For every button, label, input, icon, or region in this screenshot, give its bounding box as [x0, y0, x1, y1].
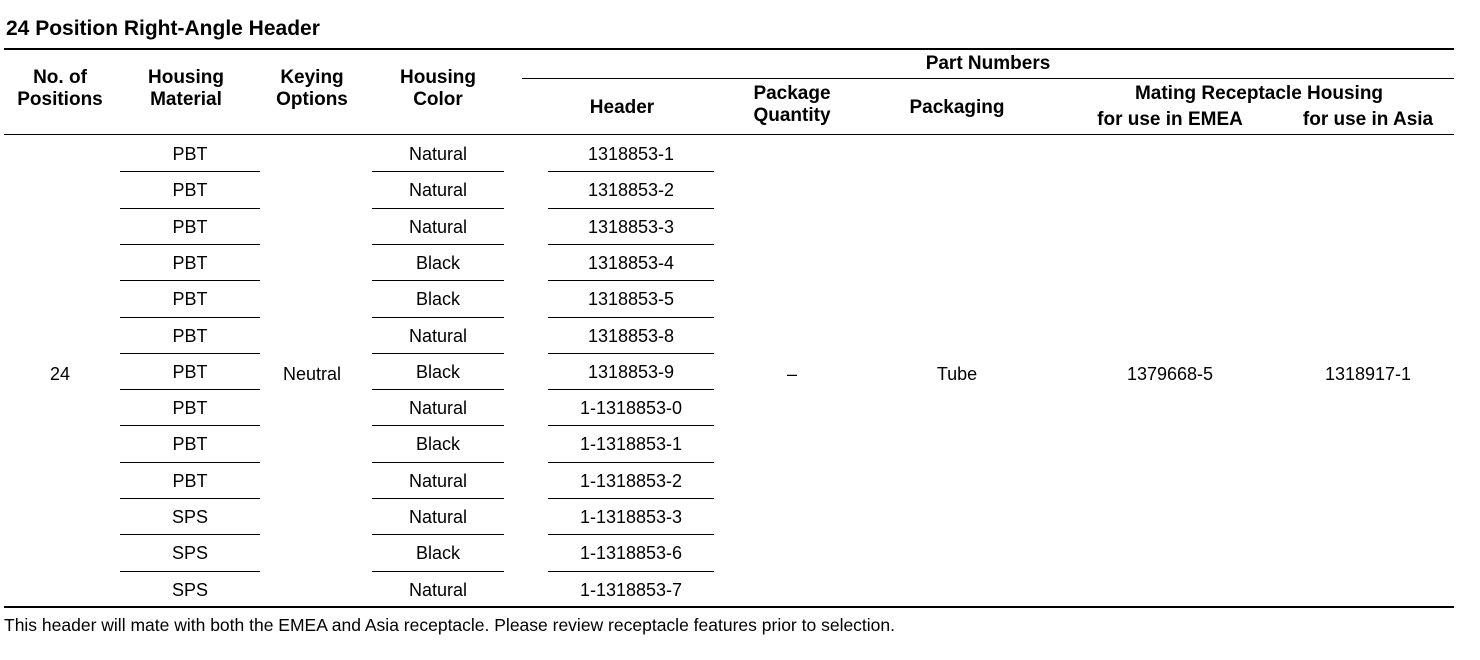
row-divider: [120, 425, 260, 426]
row-divider: [548, 208, 714, 209]
row-divider: [372, 280, 504, 281]
table-cell-color: Black: [415, 434, 460, 455]
table-cell-color: Natural: [408, 507, 468, 527]
table-cell-header: 1318853-4: [587, 252, 675, 273]
table-cell-color: Natural: [408, 216, 468, 237]
table-cell-material: SPS: [171, 543, 209, 564]
table-cell-material: SPS: [171, 579, 209, 600]
table-cell-color: Black: [415, 361, 460, 382]
row-divider: [548, 462, 714, 463]
part-numbers-header: Part Numbers: [925, 53, 1051, 74]
col-header-mating: Mating Receptacle Housing: [1134, 83, 1384, 104]
row-divider: [372, 498, 504, 499]
table-title: 24 Position Right-Angle Header: [6, 17, 320, 40]
table-cell-material: PBT: [172, 180, 208, 201]
table-cell-material: PBT: [172, 252, 208, 273]
row-divider: [548, 571, 714, 572]
table-cell-header: 1318853-2: [587, 180, 675, 201]
col-header-package-qty: Package Quantity: [753, 83, 831, 126]
row-divider: [372, 389, 504, 390]
row-divider: [548, 425, 714, 426]
row-divider: [372, 571, 504, 572]
col-header-emea: for use in EMEA: [1097, 109, 1243, 130]
row-divider: [120, 353, 260, 354]
row-divider: [120, 280, 260, 281]
part-numbers-rule: [522, 78, 1454, 79]
row-divider: [548, 534, 714, 535]
cell-positions: 24: [49, 364, 71, 384]
table-cell-material: SPS: [171, 507, 209, 527]
table-cell-color: Natural: [408, 144, 468, 164]
table-cell-material: PBT: [172, 325, 208, 346]
col-header-header: Header: [589, 97, 655, 118]
cell-packaging: Tube: [936, 364, 978, 384]
row-divider: [548, 280, 714, 281]
row-divider: [372, 425, 504, 426]
table-cell-header: 1-1318853-3: [579, 507, 683, 527]
row-divider: [548, 498, 714, 499]
footnote: This header will mate with both the EMEA and Asia receptacle. Please review receptacle features prior to selection.: [4, 615, 896, 635]
row-divider: [120, 462, 260, 463]
row-divider: [372, 534, 504, 535]
top-rule: [4, 48, 1454, 50]
col-header-material: Housing Material: [148, 67, 224, 110]
cell-asia: 1318917-1: [1324, 364, 1412, 384]
table-cell-header: 1-1318853-6: [579, 543, 683, 564]
table-cell-color: Natural: [408, 470, 468, 491]
table-cell-material: PBT: [172, 361, 208, 382]
table-cell-header: 1-1318853-0: [579, 398, 683, 419]
table-cell-color: Natural: [408, 579, 468, 600]
col-header-positions: No. of Positions: [17, 67, 103, 110]
cell-keying: Neutral: [282, 364, 342, 384]
table-cell-material: PBT: [172, 434, 208, 455]
table-cell-header: 1-1318853-2: [579, 470, 683, 491]
row-divider: [120, 208, 260, 209]
table-cell-color: Black: [415, 543, 460, 564]
table-cell-header: 1318853-3: [587, 216, 675, 237]
table-cell-header: 1318853-9: [587, 361, 675, 382]
row-divider: [120, 571, 260, 572]
row-divider: [372, 317, 504, 318]
row-divider: [372, 171, 504, 172]
row-divider: [372, 462, 504, 463]
col-header-asia: for use in Asia: [1302, 109, 1434, 130]
table-cell-header: 1-1318853-1: [579, 434, 683, 455]
row-divider: [120, 317, 260, 318]
table-cell-color: Natural: [408, 325, 468, 346]
table-cell-color: Natural: [408, 398, 468, 419]
cell-package-qty: –: [786, 364, 797, 384]
row-divider: [372, 208, 504, 209]
row-divider: [120, 389, 260, 390]
col-header-keying: Keying Options: [276, 67, 348, 110]
table-cell-color: Natural: [408, 180, 468, 201]
table-cell-material: PBT: [172, 144, 208, 164]
row-divider: [548, 389, 714, 390]
table-cell-material: PBT: [172, 470, 208, 491]
table-cell-header: 1-1318853-7: [579, 579, 683, 600]
row-divider: [372, 353, 504, 354]
cell-emea: 1379668-5: [1126, 364, 1214, 384]
row-divider: [120, 498, 260, 499]
bottom-rule: [4, 606, 1454, 608]
table-cell-header: 1318853-8: [587, 325, 675, 346]
row-divider: [120, 534, 260, 535]
table-cell-material: PBT: [172, 289, 208, 310]
table-cell-color: Black: [415, 289, 460, 310]
row-divider: [548, 171, 714, 172]
table-cell-material: PBT: [172, 398, 208, 419]
header-bottom-rule: [4, 134, 1454, 135]
row-divider: [548, 317, 714, 318]
table-cell-header: 1318853-1: [587, 144, 675, 164]
col-header-color: Housing Color: [400, 67, 476, 110]
row-divider: [120, 171, 260, 172]
row-divider: [372, 244, 504, 245]
table-cell-header: 1318853-5: [587, 289, 675, 310]
table-cell-material: PBT: [172, 216, 208, 237]
row-divider: [120, 244, 260, 245]
row-divider: [548, 244, 714, 245]
row-divider: [548, 353, 714, 354]
table-cell-color: Black: [415, 252, 460, 273]
col-header-packaging: Packaging: [909, 97, 1005, 118]
